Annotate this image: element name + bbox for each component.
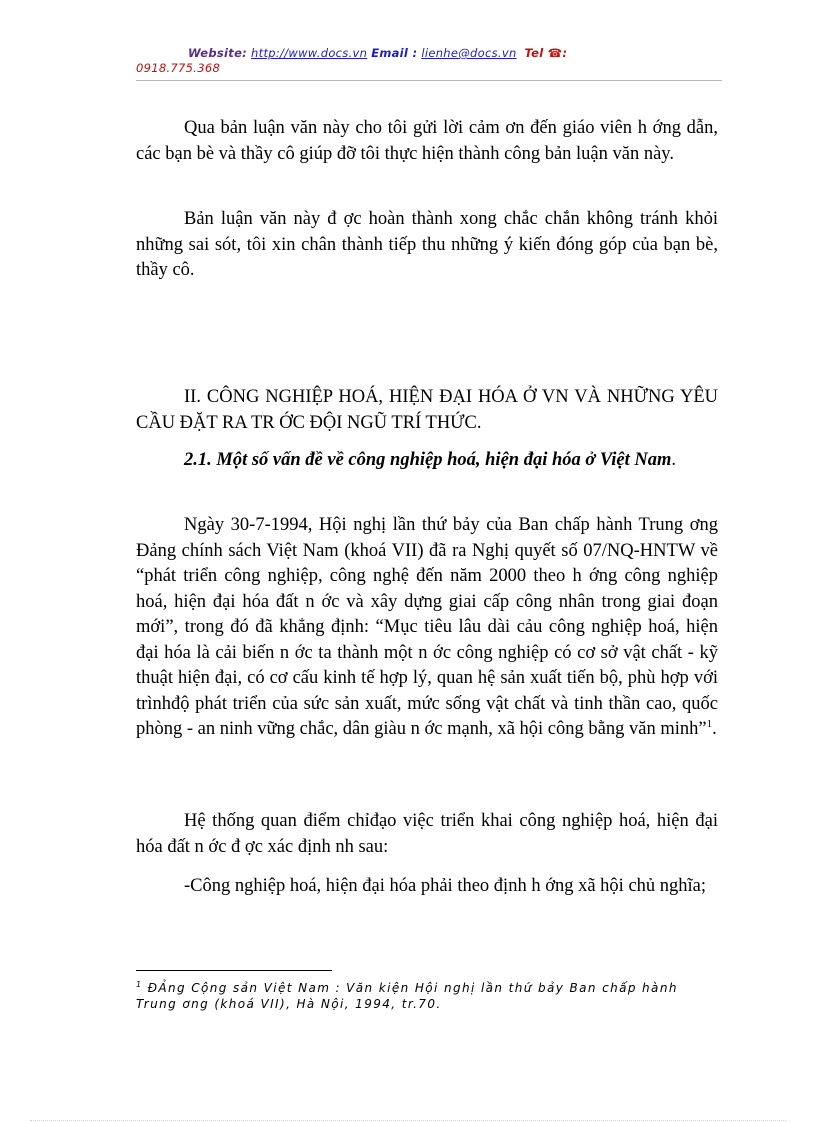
subsection-heading <box>136 448 718 474</box>
paragraph-acknowledgement <box>136 116 718 167</box>
paragraph-text: Bản luận văn này đ ợc hoàn thành xong chắc chắn không tránh khỏi những sai sót, tôi xin chân thành tiếp thu những ý kiến đóng góp của bạn bè, thầy cô. <box>136 209 718 280</box>
subsection-heading-text: 2.1. Một số vấn đề về công nghiệp hoá, hiện đại hóa ở Việt Nam <box>184 450 672 470</box>
tel-label: Tel ☎: <box>524 46 568 60</box>
phone-number: 0918.775.368 <box>136 61 221 75</box>
header-divider <box>136 80 722 81</box>
section-heading <box>136 385 718 436</box>
paragraph-end: . <box>712 719 717 739</box>
subsection-heading-end: . <box>671 450 676 470</box>
page-bottom-border <box>30 1120 786 1121</box>
footnote-reference[interactable]: 1 <box>706 717 713 730</box>
footnote-mark: 1 <box>136 980 143 989</box>
paragraph-text: Ngày 30-7-1994, Hội nghị lần thứ bảy của Ban chấp hành Trung ơng Đảng chính sách Việt Nam (khoá VII) đã ra Nghị quyết số 07/NQ-HNTW về “phát triển công nghiệp, công nghệ đến năm 2000 theo h ớng công nghiệp hoá, hiện đại hóa đất n ớc và xây dựng giai cấp công nhân trong giai đoạn mới”, trong đó đã khẳng định: “Mục tiêu lâu dài cảu công nghiệp hoá, hiện đại hóa là cải biến n ớc ta thành một n ớc công nghiệp có cơ sở vật chất - kỹ thuật hiện đại, có cơ cấu kinh tế hợp lý, quan hệ sản xuất tiến bộ, phù hợp với trìnhđộ phát triển của sức sản xuất, mức sống vật chất và tinh thần cao, quốc phòng - an ninh vững chắc, dân giàu n ớc mạnh, xã hội công bằng văn minh” <box>136 515 718 739</box>
paragraph-viewpoints <box>136 809 718 860</box>
website-label: Website: <box>188 46 248 60</box>
paragraph-text: Qua bản luận văn này cho tôi gửi lời cảm ơn đến giáo viên h ớng dẫn, các bạn bè và thầy cô giúp đỡ tôi thực hiện thành công bản luận văn này. <box>136 118 718 164</box>
paragraph-apology <box>136 207 718 284</box>
footnote-text: ĐẢng Cộng sản Việt Nam : Văn kiện Hội nghị lần thứ bảy Ban chấp hành Trung ơng (khoá VII), Hà Nội, 1994, tr.70. <box>136 981 678 1011</box>
email-label: Email : <box>371 46 418 60</box>
email-link[interactable]: lienhe@docs.vn <box>421 46 517 60</box>
paragraph-text: -Công nghiệp hoá, hiện đại hóa phải theo định h ớng xã hội chủ nghĩa; <box>184 876 707 896</box>
paragraph-orientation <box>136 874 718 900</box>
paragraph-resolution <box>136 513 718 743</box>
page-header <box>136 46 722 76</box>
footnote-divider <box>136 970 332 971</box>
footnote <box>136 980 718 1012</box>
paragraph-text: Hệ thống quan điểm chỉđạo việc triển khai công nghiệp hoá, hiện đại hóa đất n ớc đ ợc xác định nh sau: <box>136 811 718 857</box>
section-heading-text: II. CÔNG NGHIỆP HOÁ, HIỆN ĐẠI HÓA Ở VN VÀ NHỮNG YÊU CẦU ĐẶT RA TR ỚC ĐỘI NGŨ TRÍ THỨC. <box>136 387 718 433</box>
website-link[interactable]: http://www.docs.vn <box>251 46 368 60</box>
